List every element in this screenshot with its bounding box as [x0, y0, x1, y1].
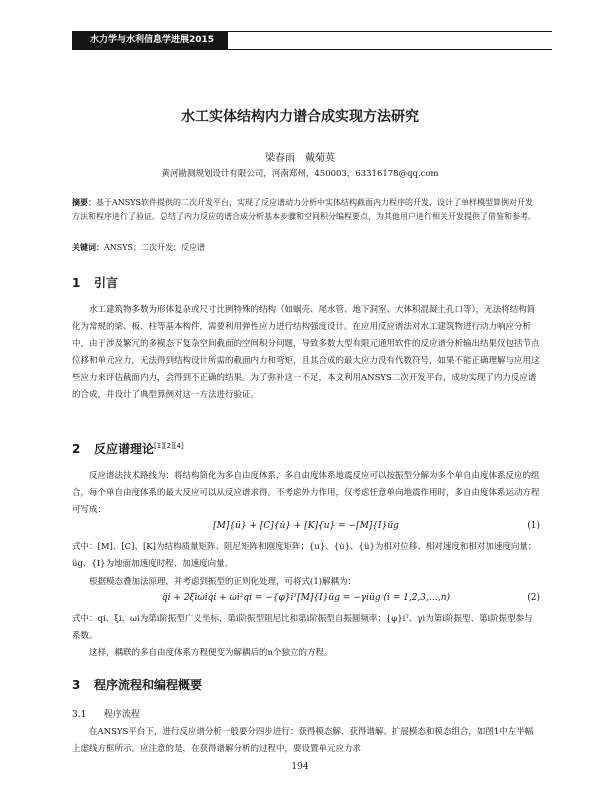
- equation-2: [72, 593, 540, 609]
- affiliation: 黄河勘测规划设计有限公司，河南郑州，450003，63316178@qq.com: [161, 169, 439, 179]
- section-title: 引言: [94, 276, 119, 290]
- section-title: 反应谱理论: [94, 442, 155, 456]
- equation-1: [72, 521, 540, 537]
- abstract-label: 摘要：: [72, 198, 96, 207]
- abstract: [72, 196, 537, 224]
- section-number: 3: [72, 678, 81, 692]
- equation-1-definitions: 式中：[M]、[C]、[K]为结构质量矩阵、阻尼矩阵和刚度矩阵；{u}、{u̇}、{ü}为相对位移、相对速度和相对加速度向量；üg、{I}为地面加速度时程、加速度向量。: [72, 542, 537, 569]
- section-refs: [1][2][4]: [154, 442, 184, 450]
- keywords-label: 关键词：: [72, 243, 104, 252]
- keywords-text: ANSYS；二次开发；反应谱: [104, 243, 206, 252]
- section-number: 2: [72, 442, 81, 456]
- section-heading-3: [72, 676, 202, 693]
- equation-2-number: (2): [527, 593, 540, 603]
- section-heading-2: [72, 440, 184, 457]
- journal-header-bar: [72, 31, 552, 50]
- paragraph-conclusion: 这样，耦联的多自由度体系方程便变为解耦后的n个独立的方程。: [89, 648, 333, 658]
- section-heading-1: [72, 274, 118, 291]
- paper-title: 水工实体结构内力谱合成实现方法研究: [181, 109, 419, 125]
- subsection-number: 3.1: [72, 710, 87, 720]
- subsection-title: 程序流程: [104, 710, 141, 720]
- authors: 梁春雨 戴菊英: [265, 153, 335, 164]
- equation-2-body: q̈i + 2ξiωiq̇i + ωi²qi = −{φ}iᵀ[M]{I}üg = −γiüg (i = 1,2,3,…,n): [161, 593, 451, 603]
- equation-2-definitions: 式中：qi、ξi、ωi为第i阶振型广义坐标、第i阶振型阻尼比和第i阶振型自振圆频率；{φ}iᵀ、γi为第i阶振型、第i阶振型参与系数。: [72, 614, 533, 641]
- journal-name: 水力学与水利信息学进展2015: [72, 32, 228, 49]
- equation-1-number: (1): [527, 521, 540, 531]
- paragraph-intro: 水工建筑物多数为形体复杂或尺寸比例特殊的结构（如蜗壳、尾水管、地下洞室、大体积混凝土孔口等），无法将结构简化为常规的梁、板、柱等基本构件，需要利用弹性应力进行结构强度设计。在应用反应谱法对水工建筑物进行动力响应分析中，由于涉及繁冗的多模态下复杂空间截面的空间积分问题，导致多数大型有限元通用软件的反应谱分析输出结果仅包括节点位移和单元应力，无法得到结构设计所需的截面内力和弯矩，且其合成的最大应力没有代数符号，如果不能正确理解与应用这些应力来评估截面内力，会得到不正确的结果。为了弥补这一不足，本文利用ANSYS二次开发平台，成功实现了内力反应谱的合成，并设计了典型算例对这一方法进行验证。: [72, 305, 540, 400]
- section-number: 1: [72, 276, 81, 290]
- paragraph-decoupling: 根据模态叠加法原理，并考虑到振型的正则化处理，可将式(1)解耦为：: [89, 577, 357, 587]
- paragraph-theory: 反应谱法技术路线为：将结构简化为多自由度体系，多自由度体系地震反应可以按振型分解为多个单自由度体系反应的组合，每个单自由度体系的最大反应可以从反应谱求得。不考虑外力作用，仅考虑任意单向地震作用时，多自由度体系运动方程可写成：: [72, 471, 540, 515]
- page-number: 194: [291, 762, 309, 772]
- section-title: 程序流程和编程概要: [94, 678, 203, 692]
- keywords: [72, 242, 537, 253]
- equation-1-body: [M]{ü} + [C]{u̇} + [K]{u} = −[M]{I}üg: [213, 521, 399, 531]
- paragraph-program-flow: 在ANSYS平台下，进行反应谱分析一般要分四步进行：获得模态解、获得谱解、扩展模态和模态组合，如图1中左半幅上虚线方框所示。应注意的是，在获得谱解分析的过程中，要设置单元应力求: [72, 727, 534, 754]
- abstract-text: 基于ANSYS软件提供的二次开发平台，实现了反应谱动力分析中实体结构截面内力程序的开发，设计了单样模型算例对开发方法和程序进行了验证。总结了内力反应的谱合成分析基本步骤和空间积分编程要点，为其他用户进行相关开发提供了借鉴和参考。: [72, 198, 536, 221]
- subsection-heading-3-1: [72, 707, 140, 720]
